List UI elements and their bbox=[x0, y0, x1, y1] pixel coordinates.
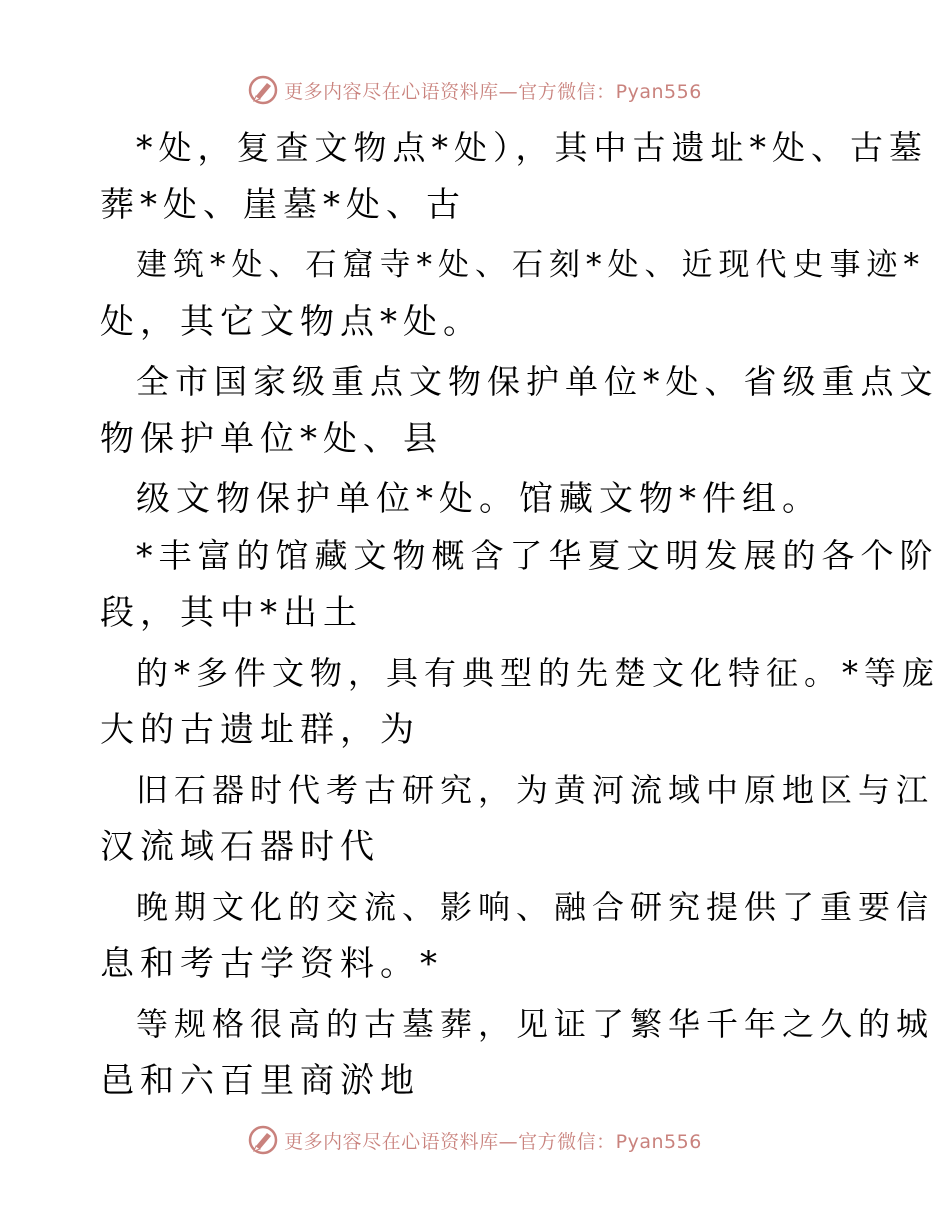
text-line: 晚期文化的交流、影响、融合研究提供了重要信 bbox=[136, 888, 935, 926]
text-line: 旧石器时代考古研究，为黄河流域中原地区与江 bbox=[136, 771, 935, 809]
text-line: 全市国家级重点文物保护单位*处、省级重点文 bbox=[136, 362, 939, 401]
text-line: 建筑*处、石窟寺*处、石刻*处、近现代史事迹* bbox=[136, 247, 925, 283]
footer-watermark-text: 更多内容尽在心语资料库—官方微信：Pyan556 bbox=[284, 1130, 702, 1153]
text-line: 段，其中*出土 bbox=[100, 593, 363, 633]
text-line: 等规格很高的古墓葬，见证了繁华千年之久的城 bbox=[136, 1005, 935, 1043]
text-line: 汉流域石器时代 bbox=[100, 827, 380, 867]
pen-logo-icon bbox=[248, 75, 278, 105]
text-line: 大的古遗址群，为 bbox=[100, 710, 420, 750]
header-watermark bbox=[0, 70, 950, 110]
footer-watermark bbox=[0, 1120, 950, 1160]
text-line: *处，复查文物点*处），其中古遗址*处、古墓 bbox=[136, 128, 928, 167]
header-watermark-text: 更多内容尽在心语资料库—官方微信：Pyan556 bbox=[284, 80, 702, 103]
pen-logo-icon bbox=[248, 1125, 278, 1155]
text-line: 的*多件文物，具有典型的先楚文化特征。*等庞 bbox=[136, 654, 941, 692]
text-line: 级文物保护单位*处。馆藏文物*件组。 bbox=[136, 479, 822, 519]
text-line: 处，其它文物点*处。 bbox=[100, 302, 483, 342]
text-line: 葬*处、崖墓*处、古 bbox=[100, 185, 466, 225]
text-line: *丰富的馆藏文物概含了华夏文明发展的各个阶 bbox=[136, 536, 939, 575]
text-line: 邑和六百里商淤地 bbox=[100, 1061, 420, 1101]
text-line: 物保护单位*处、县 bbox=[100, 419, 443, 459]
text-line: 息和考古学资料。* bbox=[100, 944, 443, 984]
